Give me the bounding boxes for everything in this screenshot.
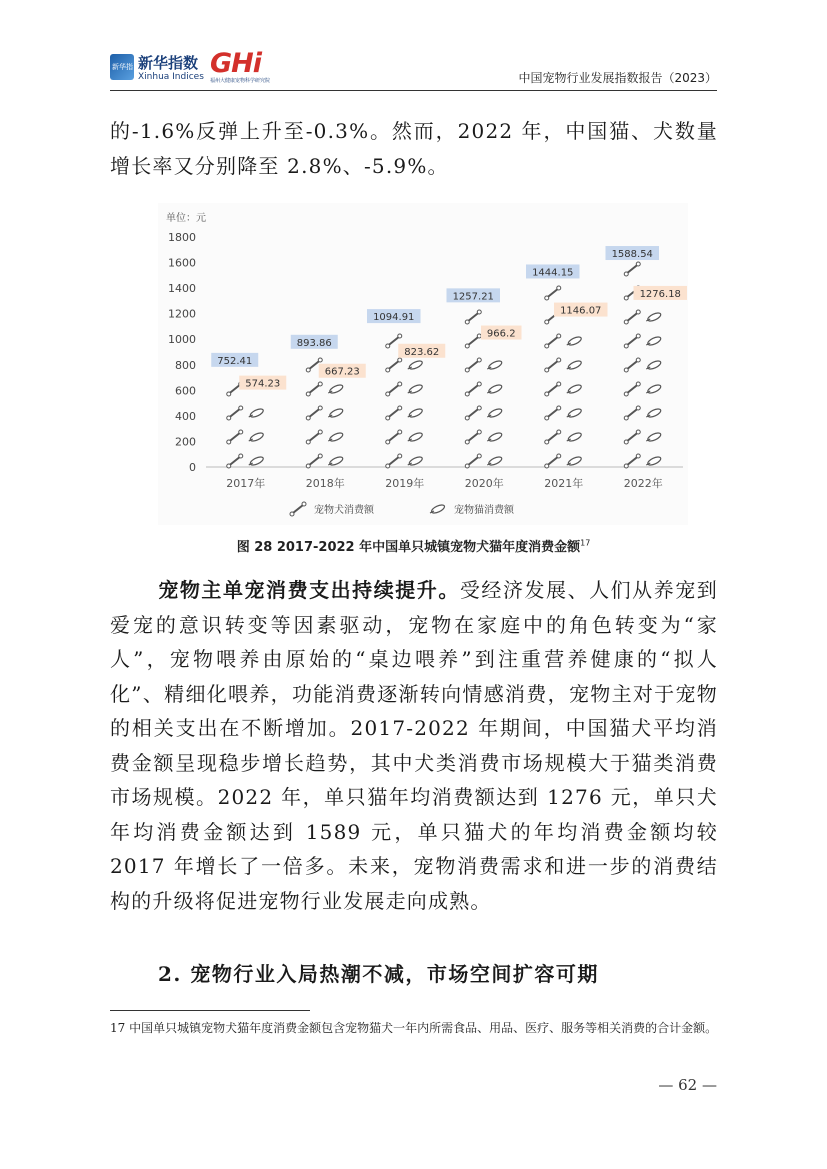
bone-end-icon [636,310,640,314]
bone-end-icon [398,382,402,386]
bone-end-icon [477,454,481,458]
fish-icon [408,359,423,370]
x-tick-label: 2021年 [544,477,584,490]
bone-end-icon [636,382,640,386]
x-tick-label: 2019年 [385,477,425,490]
bone-end-icon [624,296,628,300]
bone-end-icon [386,368,390,372]
fish-icon [567,335,582,346]
bone-end-icon [545,320,549,324]
bone-end-icon [398,334,402,338]
bone-icon [309,433,319,441]
bone-icon [309,361,319,369]
fish-icon [249,431,264,442]
bone-end-icon [477,406,481,410]
bone-end-icon [386,344,390,348]
bone-icon [309,409,319,417]
fish-icon [647,359,662,370]
logo-english-name: Xinhua Indices [138,72,204,82]
footnote-divider [110,1010,310,1011]
bone-end-icon [239,430,243,434]
bone-icon [548,385,558,393]
xinhua-logo-icon: 新华指 [110,54,134,80]
bone-end-icon [465,344,469,348]
y-tick-label: 400 [175,409,196,423]
y-tick-label: 1000 [168,333,196,347]
dog-value-label: 1444.15 [532,267,574,279]
bone-icon [627,457,637,465]
bone-icon [389,337,399,345]
ghi-logo [210,50,302,86]
bone-icon [230,433,240,441]
bone-end-icon [624,392,628,396]
bone-icon [389,433,399,441]
paragraph-intro: 的-1.6%反弹上升至-0.3%。然而，2022 年，中国猫、犬数量增长率又分别降至 2.8%、-5.9%。 [110,119,718,178]
xinhua-indices-logo [110,52,202,86]
bone-end-icon [306,464,310,468]
y-tick-label: 200 [175,435,196,449]
bone-icon [389,385,399,393]
bone-icon [548,433,558,441]
fish-icon [567,383,582,394]
fish-icon [249,407,264,418]
fish-icon [329,407,344,418]
fish-icon [647,335,662,346]
fish-icon [567,431,582,442]
figure-caption: 图 28 2017-2022 年中国单只城镇宠物犬猫年度消费金额$^{17}$ [236,538,591,555]
y-tick-label: 1600 [168,256,196,270]
ghi-logo-mark: GHi [210,48,262,79]
fish-icon [488,383,503,394]
bone-end-icon [557,286,561,290]
dog-value-label: 893.86 [296,337,332,349]
bone-end-icon [636,334,640,338]
dog-value-label: 1257.21 [452,291,494,303]
bone-end-icon [465,416,469,420]
logo-chinese-name: 新华指数 [138,54,199,72]
bone-end-icon [545,440,549,444]
bone-end-icon [227,464,231,468]
x-tick-label: 2018年 [305,477,345,490]
bone-end-icon [227,392,231,396]
bone-icon [468,313,478,321]
y-tick-label: 1200 [168,307,196,321]
bone-end-icon [465,368,469,372]
bone-end-icon [477,430,481,434]
fish-icon [647,431,662,442]
bone-end-icon [398,406,402,410]
bone-icon [548,409,558,417]
bone-end-icon [557,430,561,434]
bone-icon [468,433,478,441]
cat-value-label: 823.62 [404,346,440,358]
dog-value-label: 1588.54 [611,249,653,261]
bone-end-icon [636,430,640,434]
bone-end-icon [636,406,640,410]
bone-end-icon [477,310,481,314]
bone-end-icon [624,344,628,348]
bone-end-icon [624,416,628,420]
chart-svg [158,203,688,525]
bone-icon [309,385,319,393]
chart-unit-label: 单位：元 [166,213,206,224]
bone-end-icon [545,392,549,396]
bone-icon [627,433,637,441]
ghi-logo-subtitle: 福州大健康宠物科学研究院 [210,78,271,84]
bone-icon [468,361,478,369]
bone-end-icon [386,464,390,468]
footnote: 17 中国单只城镇宠物犬猫年度消费金额包含宠物猫犬一年内所需食品、用品、医疗、服务等相关消费的合计金额。 [110,1021,718,1035]
bone-end-icon [477,358,481,362]
bone-end-icon [318,454,322,458]
bone-end-icon [239,454,243,458]
bone-end-icon [624,440,628,444]
fish-icon [488,431,503,442]
bone-end-icon [302,502,306,506]
y-tick-label: 800 [175,358,196,372]
cat-value-label: 574.23 [245,378,281,390]
bone-end-icon [306,416,310,420]
y-tick-label: 0 [189,461,196,474]
fish-icon [567,407,582,418]
bone-end-icon [465,320,469,324]
page-header [110,50,717,91]
bone-end-icon [545,464,549,468]
bone-end-icon [545,368,549,372]
fish-icon [647,383,662,394]
fish-icon [408,383,423,394]
bone-end-icon [636,454,640,458]
paragraph-consumption [110,573,718,918]
x-tick-label: 2017年 [226,477,266,490]
fish-icon [329,455,344,466]
bone-icon [627,313,637,321]
bone-end-icon [318,358,322,362]
bone-end-icon [545,296,549,300]
bone-end-icon [557,406,561,410]
bone-end-icon [557,454,561,458]
bone-icon [627,409,637,417]
bone-end-icon [318,430,322,434]
fish-icon [647,407,662,418]
bone-icon [548,457,558,465]
bone-end-icon [477,382,481,386]
bone-end-icon [557,334,561,338]
bone-end-icon [386,440,390,444]
bone-icon [468,385,478,393]
bone-icon [230,385,240,393]
paragraph-body: 受经济发展、人们从养宠到爱宠的意识转变等因素驱动，宠物在家庭中的角色转变为“家人”，宠物喂养由原始的“桌边喂养”到注重营养健康的“拟人化”、精细化喂养，功能消费逐渐转向情感消费，宠物主对于宠物的相关支出在不断增加。2017-2022 年期间，中国猫犬平均消费金额呈现稳步增长趋势，其中犬类消费市场规模大于猫类消费市场规模。2022 年，单只猫年均消费额达到 1276 元，单只犬年均消费金额达到 1589 元，单只猫犬的年均消费金额均较 2017 年增长了一倍多。未来，宠物消费需求和进一步的消费结构的升级将促进宠物行业发展走向成熟。 [110,578,718,913]
bone-end-icon [636,262,640,266]
y-tick-label: 600 [175,384,196,398]
bone-end-icon [624,320,628,324]
bone-end-icon [239,406,243,410]
bone-icon [230,409,240,417]
bone-end-icon [465,464,469,468]
fish-icon [430,503,445,514]
bone-end-icon [398,454,402,458]
legend-cat-label: 宠物猫消费额 [454,505,514,516]
fish-icon [408,431,423,442]
fish-icon [488,407,503,418]
bone-icon [293,505,303,513]
bone-end-icon [306,440,310,444]
fish-icon [249,455,264,466]
bone-end-icon [557,382,561,386]
fish-icon [647,311,662,322]
fish-icon [329,383,344,394]
bone-end-icon [557,358,561,362]
bone-icon [627,385,637,393]
bone-end-icon [318,382,322,386]
bone-end-icon [290,512,294,516]
bone-icon [627,361,637,369]
bone-end-icon [477,334,481,338]
bone-end-icon [306,368,310,372]
bone-end-icon [465,440,469,444]
bone-end-icon [624,272,628,276]
bone-end-icon [386,392,390,396]
bone-end-icon [624,368,628,372]
paragraph-lead: 宠物主单宠消费支出持续提升。 [158,578,460,602]
bone-end-icon [465,392,469,396]
fish-icon [647,455,662,466]
bone-end-icon [227,416,231,420]
bone-icon [468,409,478,417]
bone-end-icon [624,464,628,468]
bone-icon [389,457,399,465]
cat-value-label: 966.2 [486,328,516,340]
dog-value-label: 1094.91 [373,312,415,324]
bone-icon [548,289,558,297]
bone-icon [309,457,319,465]
bone-icon [627,337,637,345]
bone-end-icon [318,406,322,410]
cat-value-label: 1146.07 [560,305,602,317]
section-heading: 2. 宠物行业入局热潮不减，市场空间扩容可期 [158,962,599,986]
bone-icon [468,457,478,465]
fish-icon [488,359,503,370]
bone-end-icon [227,440,231,444]
bone-end-icon [545,344,549,348]
cat-value-label: 1276.18 [639,288,681,300]
cat-value-label: 667.23 [324,366,360,378]
bone-icon [389,409,399,417]
bone-icon [548,361,558,369]
bone-end-icon [636,358,640,362]
fish-icon [408,407,423,418]
bone-end-icon [398,430,402,434]
bone-icon [389,361,399,369]
bone-end-icon [306,392,310,396]
dog-value-label: 752.41 [217,355,253,367]
bone-icon [230,457,240,465]
footnote-ref: 17 [580,538,591,548]
fish-icon [488,455,503,466]
bone-icon [548,337,558,345]
bone-end-icon [386,416,390,420]
fish-icon [567,359,582,370]
page-number: — 62 — [658,1076,717,1094]
y-tick-label: 1400 [168,282,196,296]
bone-end-icon [545,416,549,420]
bone-icon [468,337,478,345]
bone-icon [627,265,637,273]
x-tick-label: 2020年 [464,477,504,490]
fish-icon [408,455,423,466]
fish-icon [329,431,344,442]
legend-dog-label: 宠物犬消费额 [314,505,374,516]
bone-end-icon [398,358,402,362]
y-tick-label: 1800 [168,231,196,244]
report-title: 中国宠物行业发展指数报告（2023） [518,71,717,85]
pet-spending-chart [158,203,688,525]
fish-icon [567,455,582,466]
x-tick-label: 2022年 [623,477,663,490]
